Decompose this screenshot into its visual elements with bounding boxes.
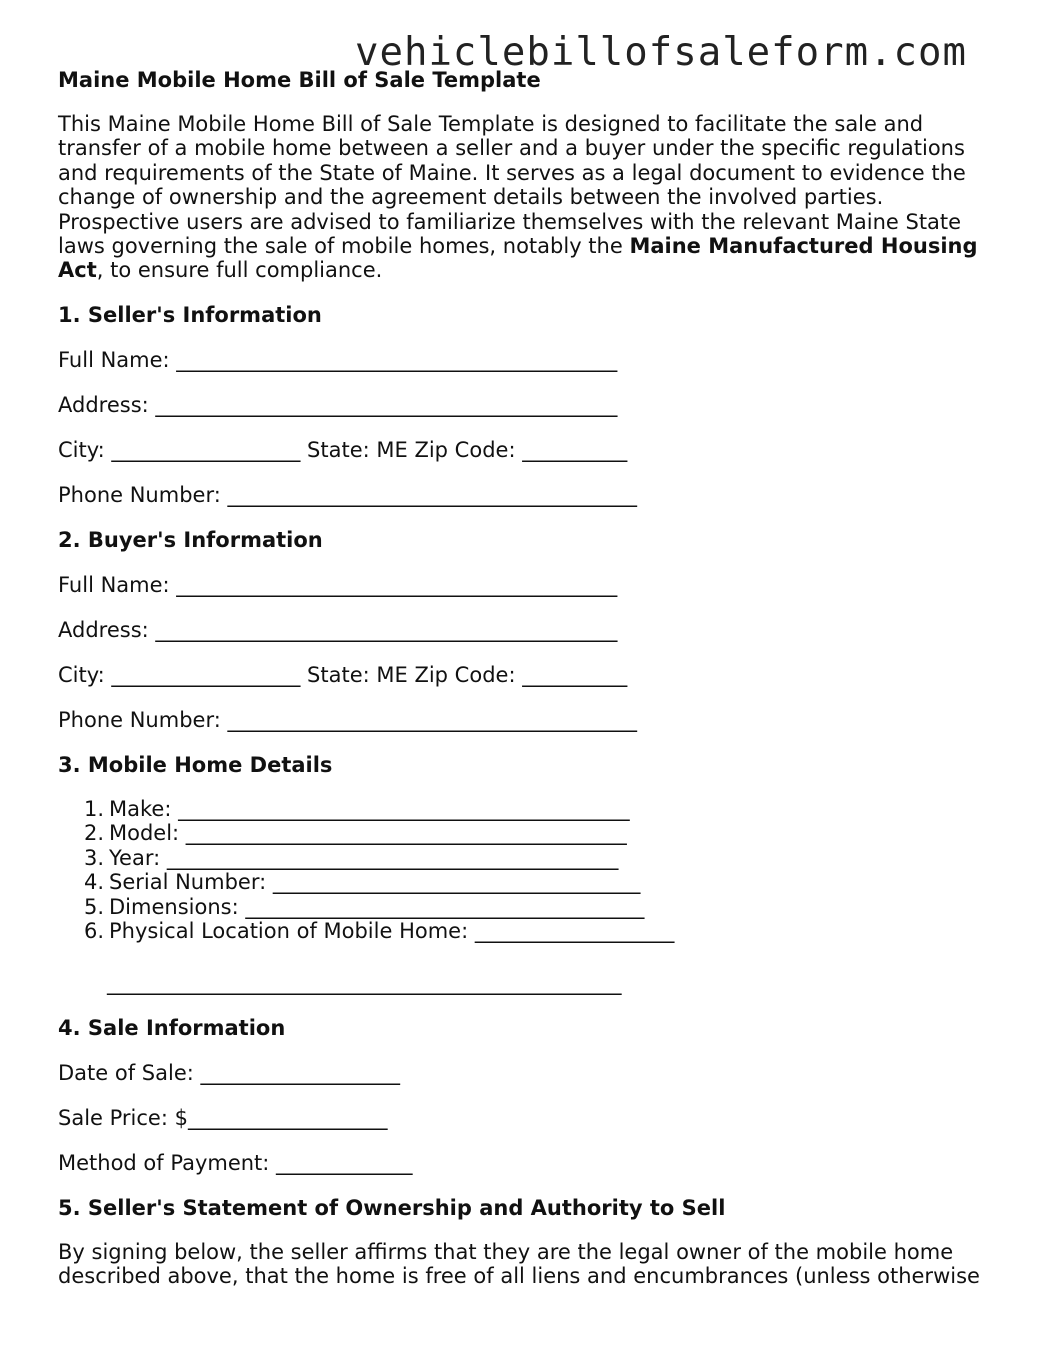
intro-paragraph (58, 112, 998, 283)
list-item[interactable]: 3. Year: ___________________________________________ (84, 845, 619, 870)
document-body (58, 67, 998, 1289)
sale-price-field[interactable]: Sale Price: $___________________ (58, 1105, 388, 1130)
seller-city-state-zip-field[interactable]: City: __________________ State: ME Zip Code: __________ (58, 437, 628, 462)
buyer-city-state-zip-field[interactable]: City: __________________ State: ME Zip Code: __________ (58, 662, 628, 687)
buyer-section-heading: 2. Buyer's Information (58, 527, 323, 552)
intro-text-end: , to ensure full compliance. (96, 258, 383, 283)
ownership-statement-heading: 5. Seller's Statement of Ownership and Authority to Sell (58, 1195, 726, 1220)
ownership-statement-text: By signing below, the seller affirms that they are the legal owner of the mobile home described above, that the home is free of all liens and encumbrances (unless otherwise (58, 1239, 980, 1289)
seller-address-field[interactable]: Address: ____________________________________________ (58, 392, 618, 417)
sale-date-field[interactable]: Date of Sale: ___________________ (58, 1060, 400, 1085)
sale-section-heading: 4. Sale Information (58, 1015, 286, 1040)
list-item[interactable]: 5. Dimensions: ______________________________________ (84, 894, 645, 919)
site-watermark: vehiclebillofsaleform.com (355, 30, 967, 75)
buyer-address-field[interactable]: Address: ____________________________________________ (58, 617, 618, 642)
list-item[interactable]: 2. Model: __________________________________________ (84, 821, 627, 846)
home-details-heading: 3. Mobile Home Details (58, 752, 333, 777)
home-details-list (58, 797, 998, 944)
seller-phone-field[interactable]: Phone Number: _______________________________________ (58, 482, 637, 507)
intro-law-name: Maine Manufactured Housing Act (58, 234, 978, 283)
seller-section-heading: 1. Seller's Information (58, 302, 322, 327)
intro-text-start: This Maine Mobile Home Bill of Sale Template is designed to facilitate the sale and transfer of a mobile home between a seller and a buyer under the specific regulations and requirements of the State of Maine. It serves as a legal document to evidence the change of ownership and the agreement details between the involved parties. Prospective users are advised to familiarize themselves with the relevant Maine State laws governing the sale of mobile homes, notably the (58, 112, 966, 259)
buyer-phone-field[interactable]: Phone Number: _______________________________________ (58, 707, 637, 732)
list-item[interactable]: 4. Serial Number: ___________________________________ (84, 870, 641, 895)
payment-method-field[interactable]: Method of Payment: _____________ (58, 1150, 413, 1175)
buyer-full-name-field[interactable]: Full Name: __________________________________________ (58, 572, 618, 597)
list-item[interactable]: 1. Make: ___________________________________________ (84, 796, 630, 821)
seller-full-name-field[interactable]: Full Name: __________________________________________ (58, 347, 618, 372)
list-item[interactable]: 6. Physical Location of Mobile Home: ___________________ (84, 919, 675, 944)
document-title: Maine Mobile Home Bill of Sale Template (58, 68, 541, 92)
location-continuation-line[interactable]: _________________________________________________ (107, 970, 622, 995)
